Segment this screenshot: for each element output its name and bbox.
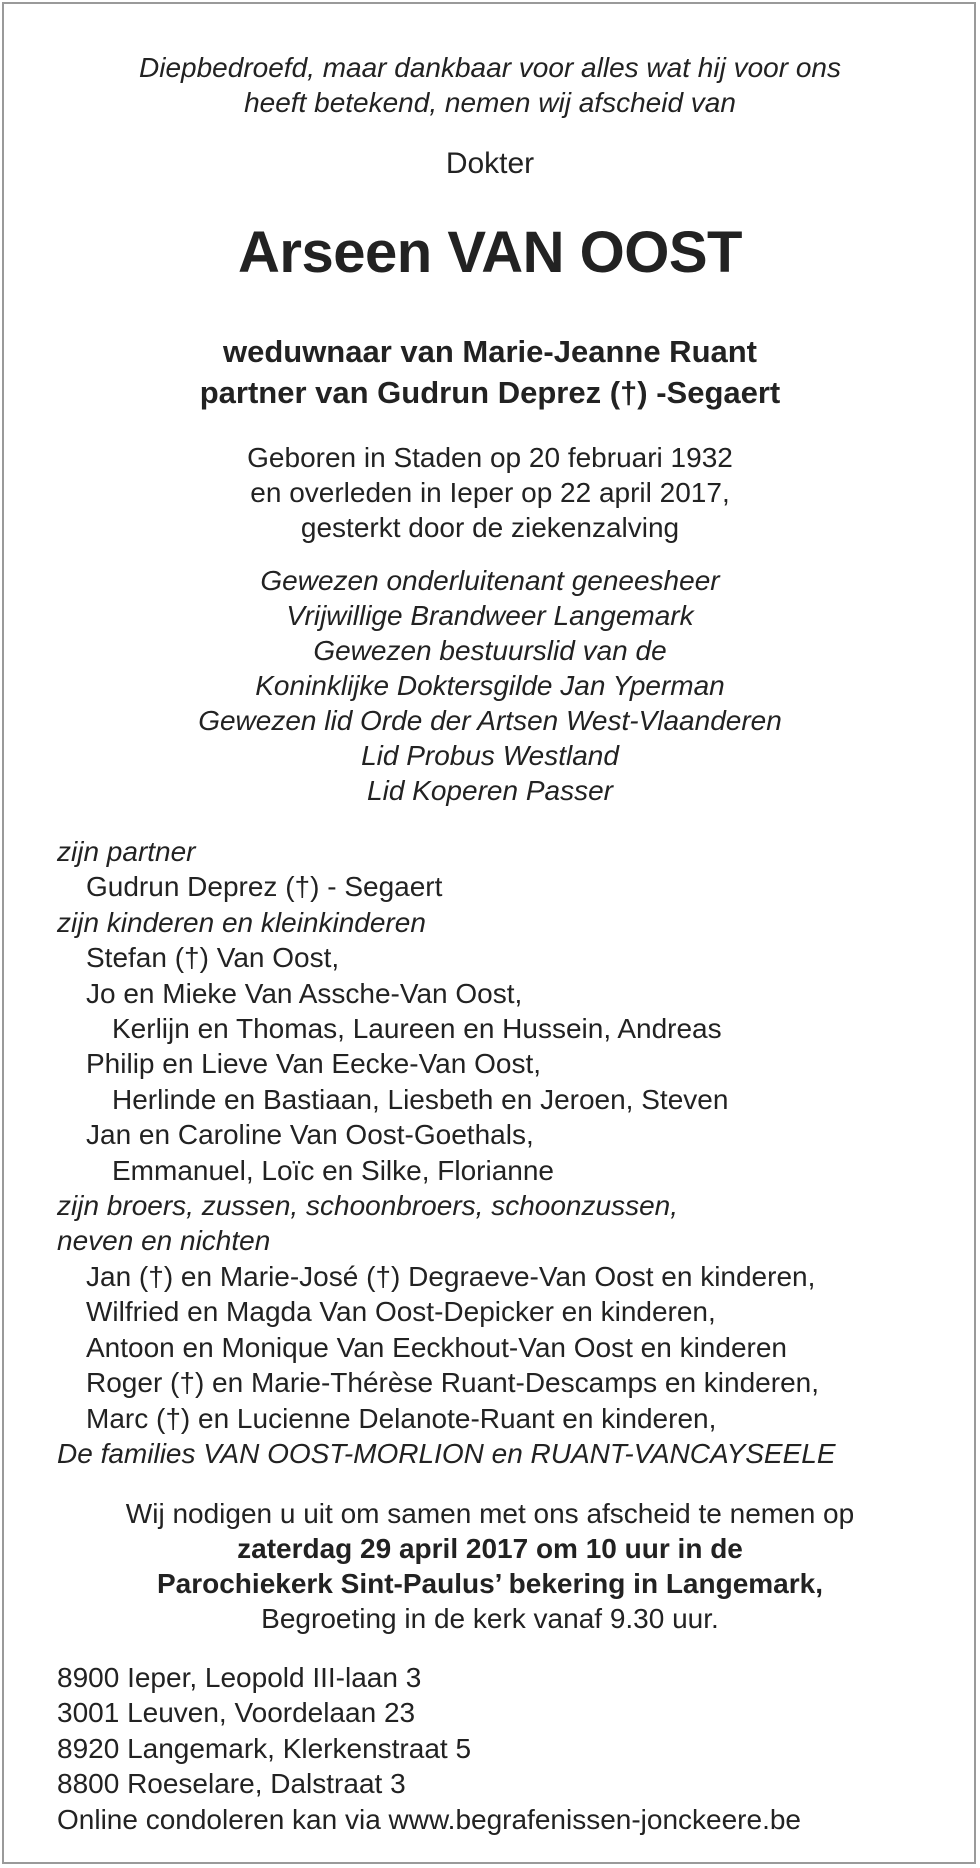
- family-member: Marc (†) en Lucienne Delanote-Ruant en kinderen,: [86, 1402, 717, 1434]
- birth-line: en overleden in Ieper op 22 april 2017,: [250, 477, 730, 508]
- address-line: 8800 Roeselare, Dalstraat 3: [57, 1768, 406, 1800]
- function-line: Lid Koperen Passer: [367, 775, 613, 806]
- addresses: [57, 1660, 957, 1837]
- funeral-invitation: [0, 1496, 980, 1636]
- function-line: Gewezen onderluitenant geneesheer: [260, 565, 720, 596]
- family-member: Emmanuel, Loïc en Silke, Florianne: [112, 1154, 554, 1186]
- deceased-name: Arseen VAN OOST: [238, 220, 742, 285]
- family-member: Philip en Lieve Van Eecke-Van Oost,: [86, 1048, 541, 1080]
- birth-line: gesterkt door de ziekenzalving: [300, 512, 680, 543]
- intro-line: heeft betekend, nemen wij afscheid van: [244, 87, 736, 118]
- family-member: Jan (†) en Marie-José (†) Degraeve-Van Oost en kinderen,: [86, 1260, 816, 1292]
- family-group-heading: neven en nichten: [57, 1225, 271, 1257]
- birth-death-info: [0, 440, 980, 545]
- function-line: Gewezen lid Orde der Artsen West-Vlaanderen: [198, 705, 782, 736]
- relation-line: weduwnaar van Marie-Jeanne Ruant: [222, 334, 758, 369]
- family-group-heading: De families VAN OOST-MORLION en RUANT-VANCAYSEELE: [57, 1437, 836, 1469]
- family-group-heading: zijn partner: [57, 836, 196, 867]
- relation-line: partner van Gudrun Deprez (†) -Segaert: [199, 375, 781, 410]
- family-member: Jan en Caroline Van Oost-Goethals,: [86, 1119, 534, 1151]
- family-member: Herlinde en Bastiaan, Liesbeth en Jeroen, Steven: [112, 1083, 729, 1115]
- family-member: Antoon en Monique Van Eeckhout-Van Oost en kinderen: [86, 1331, 787, 1363]
- family-member: Jo en Mieke Van Assche-Van Oost,: [86, 977, 523, 1009]
- family-member: Stefan (†) Van Oost,: [86, 942, 340, 974]
- family-list: [57, 834, 957, 1471]
- title-prefix: Dokter: [445, 147, 535, 180]
- family-group-heading: zijn broers, zussen, schoonbroers, schoonzussen,: [57, 1190, 678, 1222]
- family-member: Roger (†) en Marie-Thérèse Ruant-Descamps en kinderen,: [86, 1367, 819, 1399]
- invitation-line: Parochiekerk Sint-Paulus’ bekering in Langemark,: [156, 1568, 823, 1599]
- function-line: Gewezen bestuurslid van de: [313, 635, 667, 666]
- relations: [0, 331, 980, 413]
- function-line: Vrijwillige Brandweer Langemark: [286, 600, 694, 631]
- family-member: Gudrun Deprez (†) - Segaert: [86, 871, 443, 903]
- invitation-line: Wij nodigen u uit om samen met ons afscheid te nemen op: [125, 1498, 855, 1529]
- functions-list: [0, 563, 980, 808]
- family-group-heading: zijn kinderen en kleinkinderen: [57, 906, 426, 938]
- address-line: 8920 Langemark, Klerkenstraat 5: [57, 1732, 472, 1764]
- function-line: Lid Probus Westland: [361, 740, 619, 771]
- birth-line: Geboren in Staden op 20 februari 1932: [247, 442, 733, 473]
- intro-text: [0, 50, 980, 120]
- family-member: Wilfried en Magda Van Oost-Depicker en kinderen,: [86, 1296, 716, 1328]
- address-line: 3001 Leuven, Voordelaan 23: [57, 1697, 416, 1729]
- invitation-line: zaterdag 29 april 2017 om 10 uur in de: [237, 1533, 743, 1564]
- function-line: Koninklijke Doktersgilde Jan Yperman: [255, 670, 725, 701]
- address-line: 8900 Ieper, Leopold III-laan 3: [57, 1662, 422, 1693]
- family-member: Kerlijn en Thomas, Laureen en Hussein, Andreas: [112, 1013, 722, 1045]
- invitation-line: Begroeting in de kerk vanaf 9.30 uur.: [261, 1603, 719, 1634]
- condolence-line: Online condoleren kan via www.begrafenissen-jonckeere.be: [57, 1803, 801, 1835]
- intro-line: Diepbedroefd, maar dankbaar voor alles wat hij voor ons: [139, 52, 841, 83]
